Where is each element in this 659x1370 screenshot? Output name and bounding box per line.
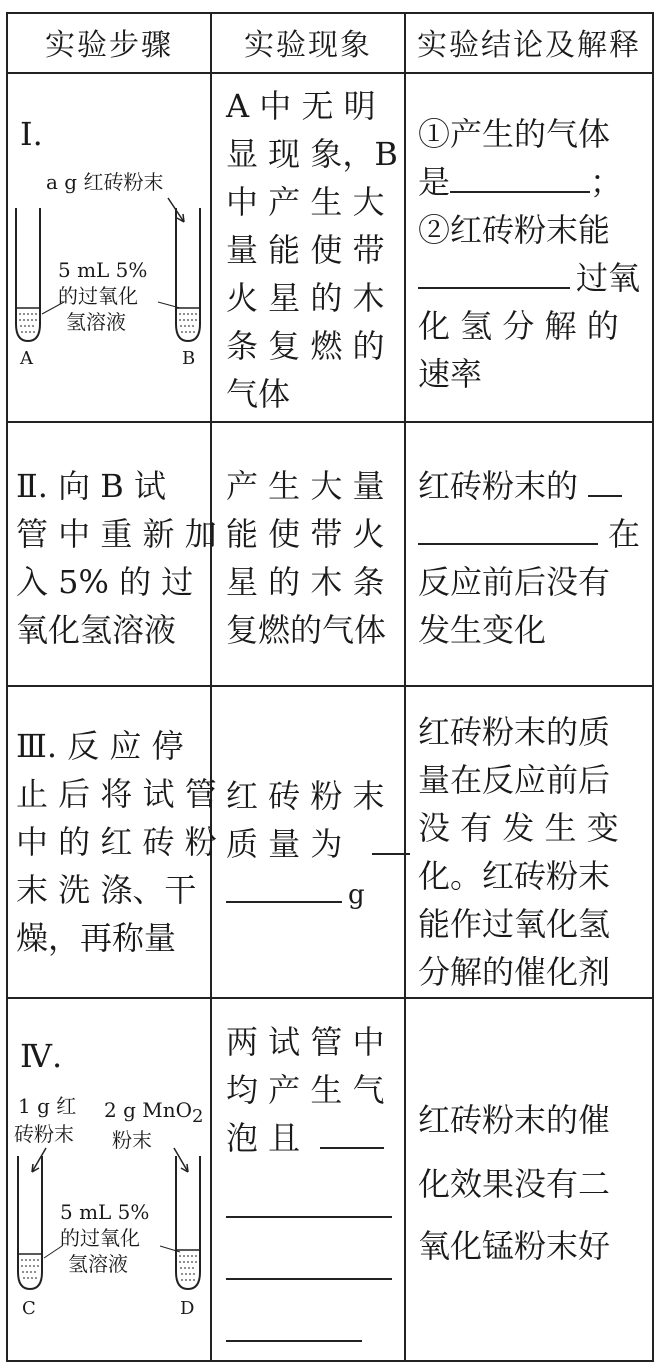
table-border-bottom (6, 1360, 654, 1362)
tube-label-b: B (182, 348, 196, 369)
phenomenon-3-mass-is: 质 量 为 (226, 825, 343, 863)
phenomenon-3-line1: 红 砖 粉 末 (226, 777, 385, 815)
conclusion-2-line1 (418, 462, 622, 510)
header-steps: 实验步骤 (45, 28, 173, 63)
conclusion-4-line3: 氧化锰粉末好 (418, 1227, 611, 1265)
label-solution-line2: 的过氧化 (58, 284, 138, 308)
row-divider (6, 997, 654, 999)
conclusion-3-line4: 化。红砖粉末 (418, 857, 611, 895)
label-red-brick-a-g: a g 红砖粉末 (46, 170, 164, 194)
conclusion-3-line2: 量在反应前后 (418, 761, 611, 799)
conclusion-1-line1: ①产生的气体 (418, 115, 611, 153)
phenomenon-2-line3: 星 的 木 条 (226, 563, 385, 601)
conclusion-2-line3: 反应前后没有 (418, 563, 611, 601)
phenomenon-1-line5: 火 星 的 木 (226, 279, 385, 317)
phenomenon-4-line2: 均 产 生 气 (226, 1071, 385, 1109)
phenomenon-1-line4: 量 能 使 带 (226, 231, 385, 269)
tube-label-c: C (22, 1298, 36, 1319)
conclusion-1-is-text: 是 (418, 163, 451, 201)
conclusion-1-line4 (418, 254, 640, 302)
conclusion-1-over-oxy: 过氧 (576, 259, 641, 297)
step-3-line4: 末 洗 涤、干 (16, 871, 197, 909)
step-4-title: Ⅳ. (20, 1037, 63, 1075)
step-3-line5: 燥，再称量 (16, 919, 177, 957)
label-solution-4-line1: 5 mL 5% (60, 1200, 150, 1224)
phenomenon-1-line2: 显 现 象，B (226, 135, 398, 173)
header-conclusion: 实验结论及解释 (417, 28, 641, 63)
conclusion-3-line3: 没 有 发 生 变 (418, 809, 619, 847)
table-border-right (652, 12, 654, 1362)
step-2-line1: Ⅱ. 向 B 试 (16, 467, 166, 505)
conclusion-2-red-brick: 红砖粉末的 (418, 467, 579, 505)
phenomenon-2-line1: 产 生 大 量 (226, 467, 385, 505)
conclusion-1-semicolon: ； (590, 163, 623, 201)
phenomenon-1-line7: 气体 (226, 375, 291, 413)
conclusion-1-line2 (418, 158, 622, 206)
conclusion-3-line5: 能作过氧化氢 (418, 905, 611, 943)
tube-label-d: D (180, 1298, 195, 1319)
step-3-line2: 止 后 将 试 管 (16, 775, 217, 813)
answer-blank-mass-b[interactable] (226, 871, 342, 903)
label-solution-4-line3: 氢溶液 (68, 1252, 128, 1276)
conclusion-3-line6: 分解的催化剂 (418, 953, 611, 991)
conclusion-4-line2: 化效果没有二 (418, 1165, 611, 1203)
phenomenon-2-line4: 复燃的气体 (226, 611, 387, 649)
step-2-line3: 入 5% 的 过 (16, 563, 194, 601)
answer-blank-bubbles-d[interactable] (226, 1310, 362, 1342)
label-c-line2: 砖粉末 (14, 1122, 74, 1146)
header-divider (6, 72, 654, 74)
header-phenomenon: 实验现象 (244, 28, 372, 63)
step-1-title: Ⅰ. (20, 115, 43, 153)
answer-blank-rate-effect[interactable] (418, 257, 570, 289)
conclusion-1-line3: ②红砖粉末能 (418, 211, 611, 249)
step-3-line3: 中 的 红 砖 粉 (16, 823, 217, 861)
row-divider (6, 421, 654, 423)
row-divider (6, 685, 654, 687)
label-c-line1: 1 g 红 (18, 1094, 77, 1118)
label-d-mno: 2 g MnO (104, 1098, 192, 1122)
conclusion-2-line4: 发生变化 (418, 611, 547, 649)
phenomenon-3-unit-g: g (348, 880, 365, 910)
phenomenon-4-line1: 两 试 管 中 (226, 1023, 385, 1061)
label-d-sub: 2 (192, 1106, 204, 1127)
step-2-line2: 管 中 重 新 加 (16, 515, 217, 553)
phenomenon-4-and: 泡 且 (226, 1119, 301, 1157)
label-d-line1 (104, 1098, 203, 1129)
phenomenon-4-line3 (226, 1114, 384, 1162)
conclusion-4-line1: 红砖粉末的催 (418, 1101, 611, 1139)
phenomenon-2-line2: 能 使 带 火 (226, 515, 385, 553)
phenomenon-3-line3 (226, 868, 365, 919)
step-2-line4: 氧化氢溶液 (16, 611, 177, 649)
conclusion-2-line2 (418, 510, 640, 558)
phenomenon-3-line2 (226, 820, 410, 868)
label-solution-line1: 5 mL 5% (58, 258, 148, 282)
tube-label-a: A (20, 348, 33, 369)
step-3-line1: Ⅲ. 反 应 停 (16, 727, 184, 765)
answer-blank-bubbles-b[interactable] (226, 1186, 392, 1218)
phenomenon-1-line6: 条 复 燃 的 (226, 327, 385, 365)
answer-blank-bubbles-c[interactable] (226, 1248, 392, 1280)
column-divider (404, 12, 406, 1362)
label-d-line2: 粉末 (112, 1128, 152, 1152)
label-solution-line3: 氢溶液 (66, 310, 126, 334)
conclusion-1-line6: 速率 (418, 355, 483, 393)
answer-blank-bubbles-a[interactable] (320, 1117, 384, 1149)
answer-blank-property-b[interactable] (418, 513, 598, 545)
label-solution-4-line2: 的过氧化 (60, 1226, 140, 1250)
conclusion-2-in: 在 (608, 515, 641, 553)
answer-blank-gas[interactable] (450, 161, 590, 193)
conclusion-1-line5: 化 氢 分 解 的 (418, 307, 619, 345)
phenomenon-1-line3: 中 产 生 大 (226, 183, 385, 221)
answer-blank-property-a[interactable] (588, 465, 622, 497)
answer-blank-mass-a[interactable] (372, 823, 410, 855)
phenomenon-1-line1: A 中 无 明 (226, 87, 376, 125)
conclusion-3-line1: 红砖粉末的质 (418, 713, 611, 751)
